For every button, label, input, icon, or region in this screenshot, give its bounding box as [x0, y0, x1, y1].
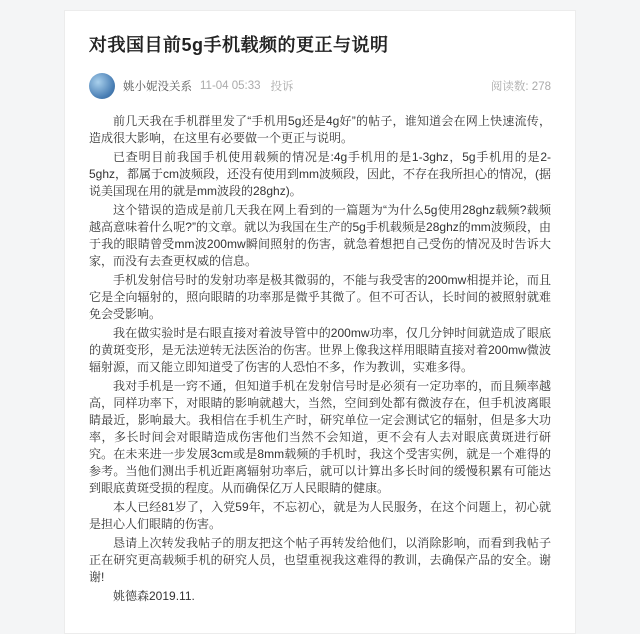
article-paragraph: 已查明目前我国手机使用载频的情况是:4g手机用的是1-3ghz，5g手机用的是2-5ghz，都属于cm波频段，还没有使用到mm波频段，因此，不存在我所担心的情况，(据说美国现在用的就是mm波段的28ghz)。: [89, 150, 552, 198]
publish-timestamp: 11-04 05:33: [200, 80, 261, 92]
author-name[interactable]: 姚小妮没关系: [123, 81, 192, 93]
report-button[interactable]: 投诉: [270, 81, 294, 93]
article-meta-row: [89, 73, 551, 99]
article-paragraph: 这个错误的造成是前几天我在网上看到的一篇题为“为什么5g使用28ghz载频?载频越高意味着什么呢?”的文章。就以为我国在生产的5g手机载频是28ghz的mm波频段，由于我的眼睛曾受mm波200mw瞬间照射的伤害，就急着想把自己受伤的情况及时告诉大家，而没有去查更权威的信息。: [89, 203, 551, 268]
article-card: [64, 10, 576, 634]
article-paragraph: 手机发射信号时的发射功率是极其微弱的，不能与我受害的200mw相提并论，而且它是全向辐射的，照向眼睛的功率那是微乎其微了。但不可否认，长时间的被照射就难免会受影响。: [89, 273, 551, 321]
article-body: [89, 113, 551, 586]
view-count: 阅读数: 278: [490, 81, 551, 93]
article-paragraph: 前几天我在手机群里发了“手机用5g还是4g好”的帖子，谁知道会在网上快速流传，造成很大影响，在这里有必要做一个更正与说明。: [89, 114, 551, 145]
article-title: 对我国目前5g手机载频的更正与说明: [89, 35, 389, 55]
article-paragraph: 我对手机是一窍不通，但知道手机在发射信号时是必须有一定功率的，而且频率越高，同样功率下，对眼睛的影响就越大，当然，空间到处都有微波存在，但手机波离眼睛最近，影响最大。我相信在手机生产时，研究单位一定会测试它的辐射，但是多大功率，多长时间会对眼睛造成伤害他们当然不会知道，更不会有人去对眼底黄斑进行研究。在未来进一步发展3cm或是8mm载频的手机时，我这个受害实例，就是一个难得的参考。当他们测出手机近距离辐射功率后，就可以计算出多长时间的缓慢积累有可能达到眼底黄斑受损的程度。从而确保亿万人民眼睛的健康。: [89, 379, 551, 495]
article-paragraph: 我在做实验时是右眼直接对着波导管中的200mw功率，仅几分钟时间就造成了眼底的黄斑变形，是无法逆转无法医治的伤害。世界上像我这样用眼睛直接对着200mw微波辐射源，而又能立即知道受了伤害的人恐怕不多，作为教训，实难多得。: [89, 326, 551, 374]
article-signature: 姚德森2019.11.: [113, 589, 195, 603]
article-paragraph: 本人已经81岁了，入党59年，不忘初心，就是为人民服务，在这个问题上，初心就是担心人们眼睛的伤害。: [89, 500, 551, 531]
article-paragraph: 恳请上次转发我帖子的朋友把这个帖子再转发给他们，以消除影响，而看到我帖子正在研究更高载频手机的研究人员，也望重视我这难得的教训，去确保产品的安全。谢谢!: [89, 536, 551, 584]
author-avatar[interactable]: [89, 73, 115, 99]
page-background: [0, 10, 640, 634]
